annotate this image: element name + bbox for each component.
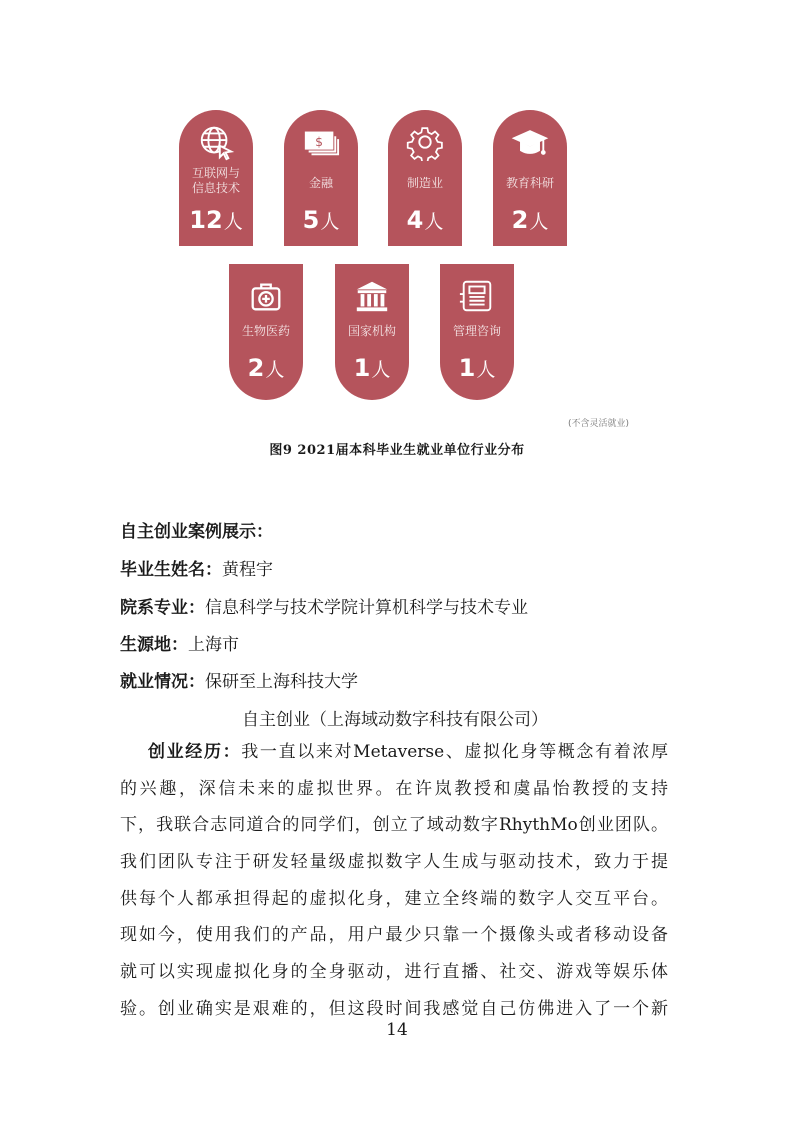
paragraph-line: 我一直以来对Metaverse、虚拟化身等概念有着浓厚 — [241, 742, 669, 762]
paragraph-line: 的兴趣，深信未来的虚拟世界。在许岚教授和虞晶怡教授的支持 — [120, 778, 668, 799]
industry-label: 信息技术 — [191, 181, 240, 195]
industry-count: 4 — [406, 206, 424, 234]
gear-icon — [388, 122, 462, 162]
industry-count: 2 — [511, 206, 529, 234]
industry-card-consulting — [440, 264, 514, 400]
experience-paragraph — [120, 734, 668, 1028]
graduation-cap-icon — [493, 122, 567, 162]
money-icon — [284, 122, 358, 162]
industry-count: 2 — [247, 354, 265, 382]
industry-card-government — [335, 264, 409, 400]
field-value: 黄程宇 — [222, 560, 273, 580]
paragraph-line: 我们团队专注于研发轻量级虚拟数字人生成与驱动技术，致力于提 — [120, 852, 668, 873]
industry-label: 生物医药 — [241, 324, 290, 338]
svg-text:$: $ — [315, 134, 324, 149]
figure-caption: 图9 2021届本科毕业生就业单位行业分布 — [269, 443, 525, 458]
industry-card-education — [493, 110, 567, 246]
case-major-row — [120, 593, 528, 618]
chart-note: (不含灵活就业) — [568, 419, 630, 429]
unit-label: 人 — [424, 211, 444, 233]
industry-label: 教育科研 — [505, 176, 554, 190]
unit-label: 人 — [320, 211, 340, 233]
field-value: 自主创业（上海域动数字科技有限公司） — [242, 710, 548, 730]
industry-card-internet — [179, 110, 253, 246]
paragraph-line: 就可以实现虚拟化身的全身驱动，进行直播、社交、游戏等娱乐体 — [120, 962, 668, 983]
industry-count: 5 — [302, 206, 320, 234]
unit-label: 人 — [223, 211, 243, 233]
industry-count: 12 — [189, 206, 223, 234]
consulting-document-icon — [440, 276, 514, 316]
paragraph-line: 验。创业确实是艰难的，但这段时间我感觉自己仿佛进入了一个新 — [120, 998, 668, 1019]
field-label: 毕业生姓名： — [120, 560, 222, 580]
field-value: 保研至上海科技大学 — [205, 672, 358, 692]
industry-label: 金融 — [308, 176, 333, 190]
field-label: 创业经历： — [148, 742, 242, 762]
case-name-row — [120, 555, 273, 580]
medical-kit-icon — [229, 276, 303, 316]
industry-label: 管理咨询 — [452, 324, 501, 338]
industry-count: 1 — [353, 354, 371, 382]
case-employment-row — [120, 667, 358, 692]
industry-label: 国家机构 — [347, 324, 396, 338]
globe-cursor-icon — [179, 122, 253, 162]
field-label: 生源地： — [120, 635, 188, 655]
page-number: 14 — [386, 1020, 408, 1040]
paragraph-line: 现如今，使用我们的产品，用户最少只靠一个摄像头或者移动设备 — [120, 925, 668, 946]
case-heading: 自主创业案例展示： — [120, 522, 273, 542]
case-employment-row-2 — [242, 705, 548, 730]
unit-label: 人 — [476, 359, 496, 381]
unit-label: 人 — [371, 359, 391, 381]
industry-card-manufacturing — [388, 110, 462, 246]
paragraph-line: 供每个人都承担得起的虚拟化身，建立全终端的数字人交互平台。 — [120, 888, 668, 909]
industry-label: 制造业 — [406, 176, 443, 190]
field-value: 上海市 — [188, 635, 239, 655]
industry-label: 互联网与 — [191, 166, 240, 180]
field-value: 信息科学与技术学院计算机科学与技术专业 — [205, 598, 528, 618]
field-label: 院系专业： — [120, 598, 205, 618]
unit-label: 人 — [265, 359, 285, 381]
field-label: 就业情况： — [120, 672, 205, 692]
case-origin-row — [120, 630, 239, 655]
government-building-icon — [335, 276, 409, 316]
industry-card-finance — [284, 110, 358, 246]
paragraph-line: 下，我联合志同道合的同学们，创立了域动数字RhythMo创业团队。 — [120, 815, 668, 836]
unit-label: 人 — [529, 211, 549, 233]
industry-count: 1 — [458, 354, 476, 382]
industry-card-biomed — [229, 264, 303, 400]
